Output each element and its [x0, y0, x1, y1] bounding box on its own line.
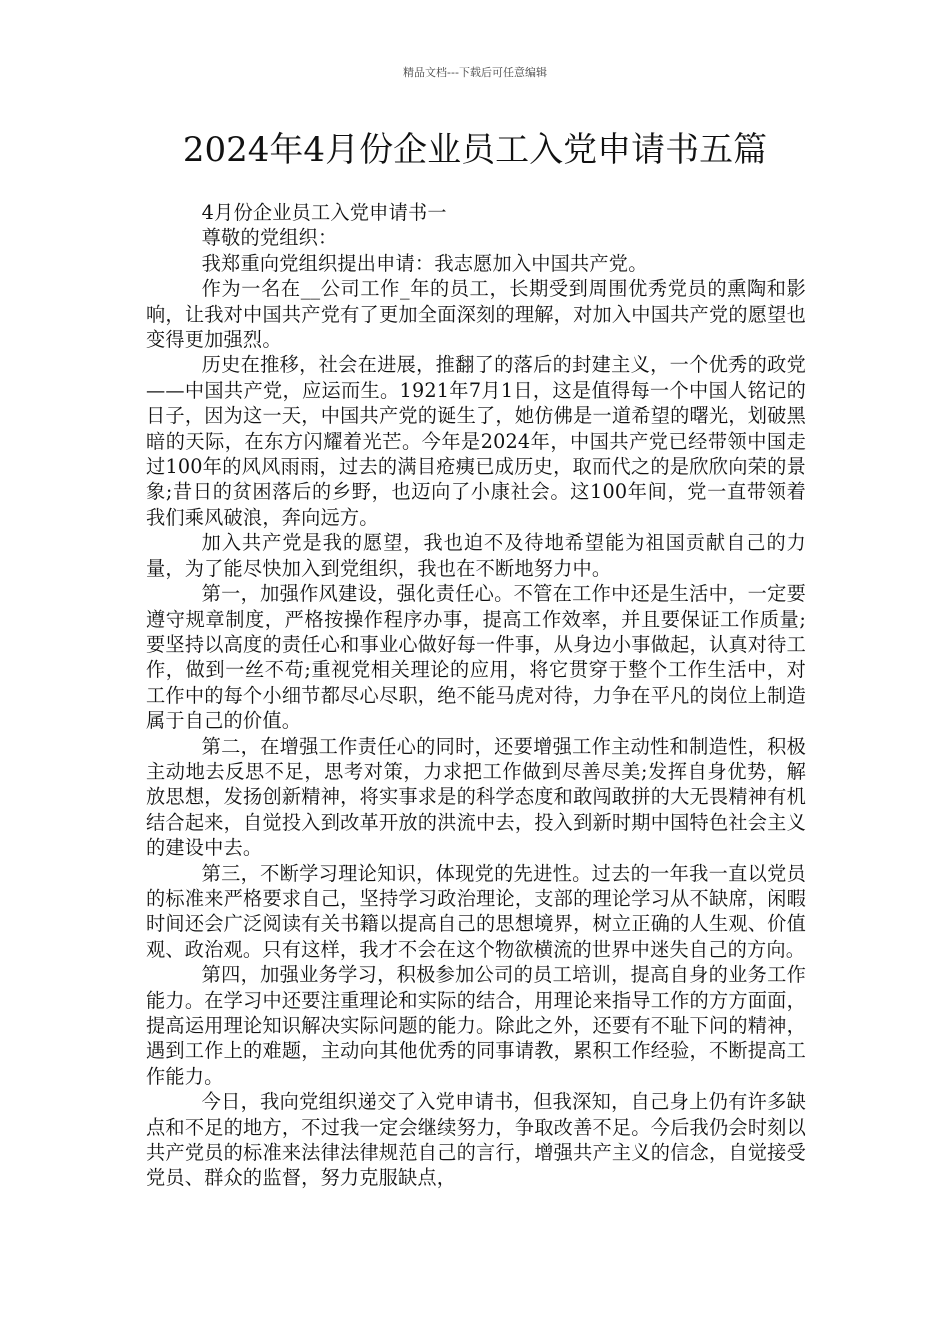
paragraph: 第二，在增强工作责任心的同时，还要增强工作主动性和制造性，积极主动地去反思不足，思考对策，力求把工作做到尽善尽美;发挥自身优势，解放思想，发扬创新精神，将实事求是的科学态度和敢闯敢拼的大无畏精神有机结合起来，自觉投入到改革开放的洪流中去，投入到新时期中国特色社会主义的建设中去。 — [146, 734, 806, 860]
page-header: 精品文档---下载后可任意编辑 — [403, 66, 547, 79]
paragraph: 第三，不断学习理论知识，体现党的先进性。过去的一年我一直以党员的标准来严格要求自己，坚持学习政治理论，支部的理论学习从不缺席，闲暇时间还会广泛阅读有关书籍以提高自己的思想境界，树立正确的人生观、价值观、政治观。只有这样，我才不会在这个物欲横流的世界中迷失自己的方向。 — [146, 861, 806, 961]
paragraph: 第一，加强作风建设，强化责任心。不管在工作中还是生活中，一定要遵守规章制度，严格按操作程序办事，提高工作效率，并且要保证工作质量;要坚持以高度的责任心和事业心做好每一件事，从身边小事做起，认真对待工作，做到一丝不苟;重视党相关理论的应用，将它贯穿于整个工作生活中，对工作中的每个小细节都尽心尽职，绝不能马虎对待，力争在平凡的岗位上制造属于自己的价值。 — [146, 582, 806, 733]
paragraph: 我郑重向党组织提出申请：我志愿加入中国共产党。 — [201, 251, 648, 275]
salutation: 尊敬的党组织： — [201, 226, 338, 250]
paragraph: 历史在推移，社会在进展，推翻了的落后的封建主义，一个优秀的政党——中国共产党，应运而生。1921年7月1日，这是值得每一个中国人铭记的日子，因为这一天，中国共产党的诞生了，她仿佛是一道希望的曙光，划破黑暗的天际，在东方闪耀着光芒。今年是2024年，中国共产党已经带领中国走过100年的风风雨雨，过去的满目疮痍已成历史，取而代之的是欣欣向荣的景象;昔日的贫困落后的乡野，也迈向了小康社会。这100年间，党一直带领着我们乘风破浪，奔向远方。 — [146, 353, 806, 529]
document-body — [146, 200, 806, 1191]
section-heading: 4月份企业员工入党申请书一 — [201, 201, 447, 224]
paragraph: 今日，我向党组织递交了入党申请书，但我深知，自己身上仍有许多缺点和不足的地方，不过我一定会继续努力，争取改善不足。今后我仍会时刻以共产党员的标准来法律法律规范自己的言行，增强共产主义的信念，自觉接受党员、群众的监督，努力克服缺点， — [146, 1090, 806, 1190]
paragraph: 加入共产党是我的愿望，我也迫不及待地希望能为祖国贡献自己的力量，为了能尽快加入到党组织，我也在不断地努力中。 — [146, 531, 806, 580]
document-title: 2024年4月份企业员工入党申请书五篇 — [182, 130, 768, 170]
paragraph: 第四，加强业务学习，积极参加公司的员工培训，提高自身的业务工作能力。在学习中还要注重理论和实际的结合，用理论来指导工作的方方面面，提高运用理论知识解决实际问题的能力。除此之外，还要有不耻下问的精神，遇到工作上的难题，主动向其他优秀的同事请教，累积工作经验，不断提高工作能力。 — [146, 963, 806, 1088]
paragraph: 作为一名在__公司工作_年的员工，长期受到周围优秀党员的熏陶和影响，让我对中国共产党有了更加全面深刻的理解，对加入中国共产党的愿望也变得更加强烈。 — [146, 277, 806, 352]
